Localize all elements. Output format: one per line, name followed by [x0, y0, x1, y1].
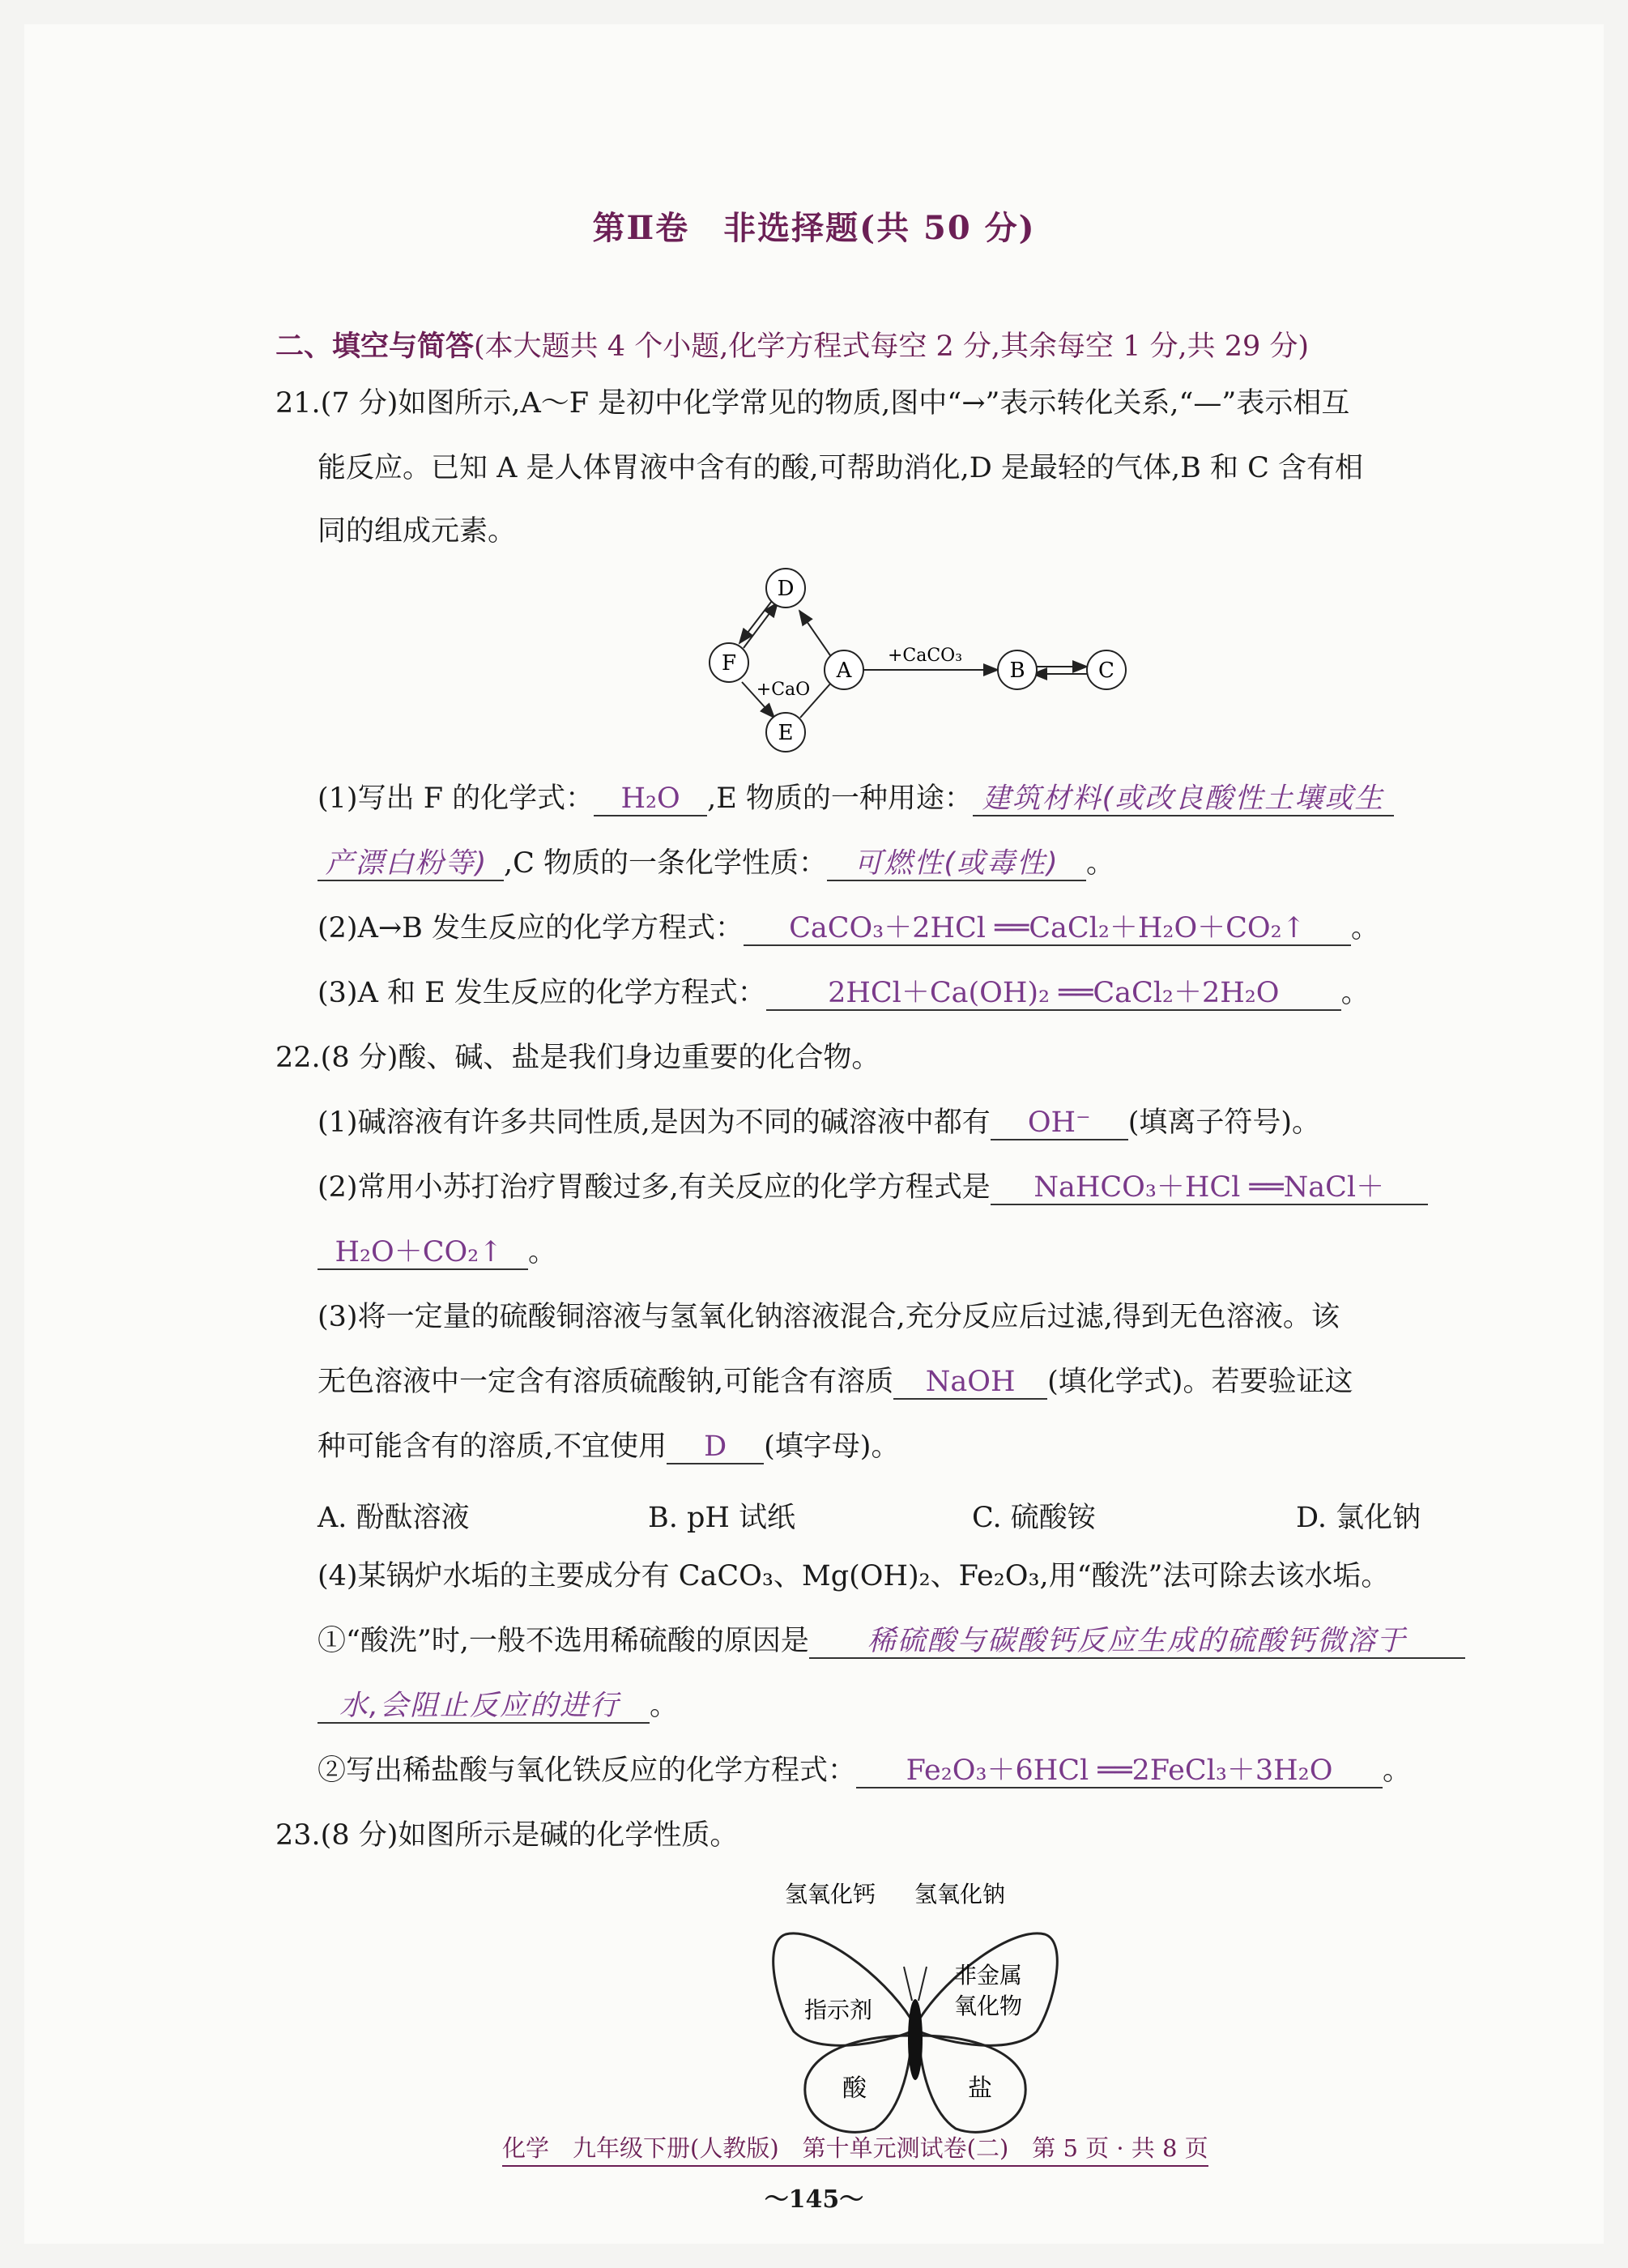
label-sodium-hydroxide: 氢氧化钠 [914, 1881, 1006, 1908]
label-calcium-hydroxide: 氢氧化钙 [784, 1881, 876, 1908]
q21-intro-2: 能反应。已知 A 是人体胃液中含有的酸,可帮助消化,D 是最轻的气体,B 和 C 含有相 [318, 452, 1363, 484]
option-c: C. 硫酸铵 [972, 1502, 1096, 1534]
footer: 化学 九年级下册(人教版) 第十单元测试卷(二) 第 5 页 · 共 8 页 [502, 2130, 1208, 2167]
q21-intro-3: 同的组成元素。 [318, 515, 517, 548]
butterfly-body [908, 1999, 923, 2080]
answer-e-use-2: 产漂白粉等) [318, 847, 504, 881]
q21-p1-line1: (1)写出 F 的化学式： H₂O ,E 物质的一种用途： 建筑材料(或改良酸性土壤或生 [318, 782, 1394, 816]
answer-equation-ab: CaCO₃＋2HCl ══CaCl₂＋H₂O＋CO₂↑ [744, 912, 1351, 946]
node-c [1087, 650, 1126, 689]
svg-text:D: D [777, 577, 795, 601]
answer-c-property: 可燃性(或毒性) [827, 847, 1086, 881]
q21-p1-line2: 产漂白粉等) ,C 物质的一条化学性质： 可燃性(或毒性) 。 [318, 847, 1114, 881]
answer-equation-ae: 2HCl＋Ca(OH)₂ ══CaCl₂＋2H₂O [766, 977, 1341, 1011]
node-e [766, 713, 805, 752]
page-title: 第Ⅱ卷 非选择题(共 50 分) [592, 209, 1036, 247]
answer-equation-nahco3-1: NaHCO₃＋HCl ══NaCl＋ [991, 1171, 1428, 1205]
antenna-right [918, 1967, 927, 2001]
option-a: A. 酚酞溶液 [318, 1502, 470, 1534]
label-indicator: 指示剂 [803, 1997, 873, 2023]
svg-text:E: E [778, 721, 794, 745]
answer-equation-nahco3-2: H₂O＋CO₂↑ [318, 1236, 528, 1270]
q21-p2: (2)A→B 发生反应的化学方程式： CaCO₃＋2HCl ══CaCl₂＋H₂O＋CO₂↑ 。 [318, 912, 1380, 944]
svg-text:B: B [1009, 659, 1025, 683]
arrow-f-to-d [744, 603, 778, 648]
upper-right-wing [919, 1933, 1057, 2045]
q23-intro: 23.(8 分)如图所示是碱的化学性质。 [275, 1819, 739, 1852]
q22-p4: (4)某锅炉水垢的主要成分有 CaCO₃、Mg(OH)₂、Fe₂O₃,用“酸洗”法可除去该水垢。 [318, 1560, 1390, 1592]
q22-p1: (1)碱溶液有许多共同性质,是因为不同的碱溶液中都有 OH⁻ (填离子符号)。 [318, 1106, 1321, 1139]
node-f [710, 643, 748, 682]
option-d: D. 氯化钠 [1296, 1502, 1421, 1534]
label-acid: 酸 [842, 2074, 867, 2103]
node-d [766, 569, 805, 608]
q22-p2-line2: H₂O＋CO₂↑ 。 [318, 1236, 556, 1270]
butterfly-diagram [769, 1869, 1110, 2161]
svg-text:F: F [721, 651, 737, 676]
answer-ion: OH⁻ [991, 1106, 1128, 1140]
antenna-left [904, 1967, 912, 2001]
answer-equation-fe2o3: Fe₂O₃＋6HCl ══2FeCl₃＋3H₂O [856, 1754, 1383, 1788]
upper-left-wing [774, 1933, 911, 2045]
q22-p3-line2: 无色溶液中一定含有溶质硫酸钠,可能含有溶质 NaOH (填化学式)。若要验证这 [318, 1366, 1353, 1398]
section-desc: (本大题共 4 个小题,化学方程式每空 2 分,其余每空 1 分,共 29 分) [474, 330, 1310, 363]
svg-text:A: A [836, 659, 852, 683]
exam-page [24, 24, 1604, 2244]
q21-intro-1: 21.(7 分)如图所示,A～F 是初中化学常见的物质,图中“→”表示转化关系,“—”表示相互 [275, 387, 1350, 420]
arrow-a-to-d [799, 611, 832, 658]
answer-letter: D [667, 1430, 764, 1464]
arrow-d-to-f [739, 598, 774, 643]
label-caco3: +CaCO₃ [887, 646, 963, 666]
q22-p4a-line2: 水,会阻止反应的进行 。 [318, 1690, 678, 1724]
answer-e-use-1: 建筑材料(或改良酸性土壤或生 [973, 782, 1394, 816]
node-a [825, 650, 863, 689]
q22-p2-line1: (2)常用小苏打治疗胃酸过多,有关反应的化学方程式是 NaHCO₃＋HCl ══NaCl＋ [318, 1171, 1428, 1205]
page-number: ～145～ [764, 2185, 864, 2214]
answer-reason-2: 水,会阻止反应的进行 [318, 1690, 650, 1724]
label-cao: +CaO [756, 680, 811, 700]
svg-text:C: C [1098, 659, 1114, 683]
answer-reason-1: 稀硫酸与碳酸钙反应生成的硫酸钙微溶于 [809, 1625, 1465, 1659]
q22-p3-line3: 种可能含有的溶质,不宜使用 D (填字母)。 [318, 1430, 900, 1463]
q21-diagram [705, 565, 1191, 768]
answer-f: H₂O [594, 782, 707, 816]
q22-p4a-line1: ①“酸洗”时,一般不选用稀硫酸的原因是 稀硫酸与碳酸钙反应生成的硫酸钙微溶于 [318, 1625, 1465, 1659]
section-head: 二、填空与简答 [275, 330, 475, 363]
q22-intro: 22.(8 分)酸、碱、盐是我们身边重要的化合物。 [275, 1042, 880, 1074]
label-salt: 盐 [968, 2074, 992, 2103]
option-b: B. pH 试纸 [648, 1502, 796, 1534]
label-oxide: 氧化物 [953, 1993, 1023, 2019]
label-nonmetal: 非金属 [953, 1962, 1023, 1989]
node-b [998, 650, 1037, 689]
q22-p4b: ②写出稀盐酸与氧化铁反应的化学方程式： Fe₂O₃＋6HCl ══2FeCl₃＋3H₂O 。 [318, 1754, 1412, 1787]
answer-solute: NaOH [893, 1366, 1047, 1400]
q22-p3-line1: (3)将一定量的硫酸铜溶液与氢氧化钠溶液混合,充分反应后过滤,得到无色溶液。该 [318, 1301, 1340, 1333]
q21-p3: (3)A 和 E 发生反应的化学方程式： 2HCl＋Ca(OH)₂ ══CaCl₂＋2H₂O 。 [318, 977, 1370, 1009]
section-heading [275, 324, 1309, 364]
